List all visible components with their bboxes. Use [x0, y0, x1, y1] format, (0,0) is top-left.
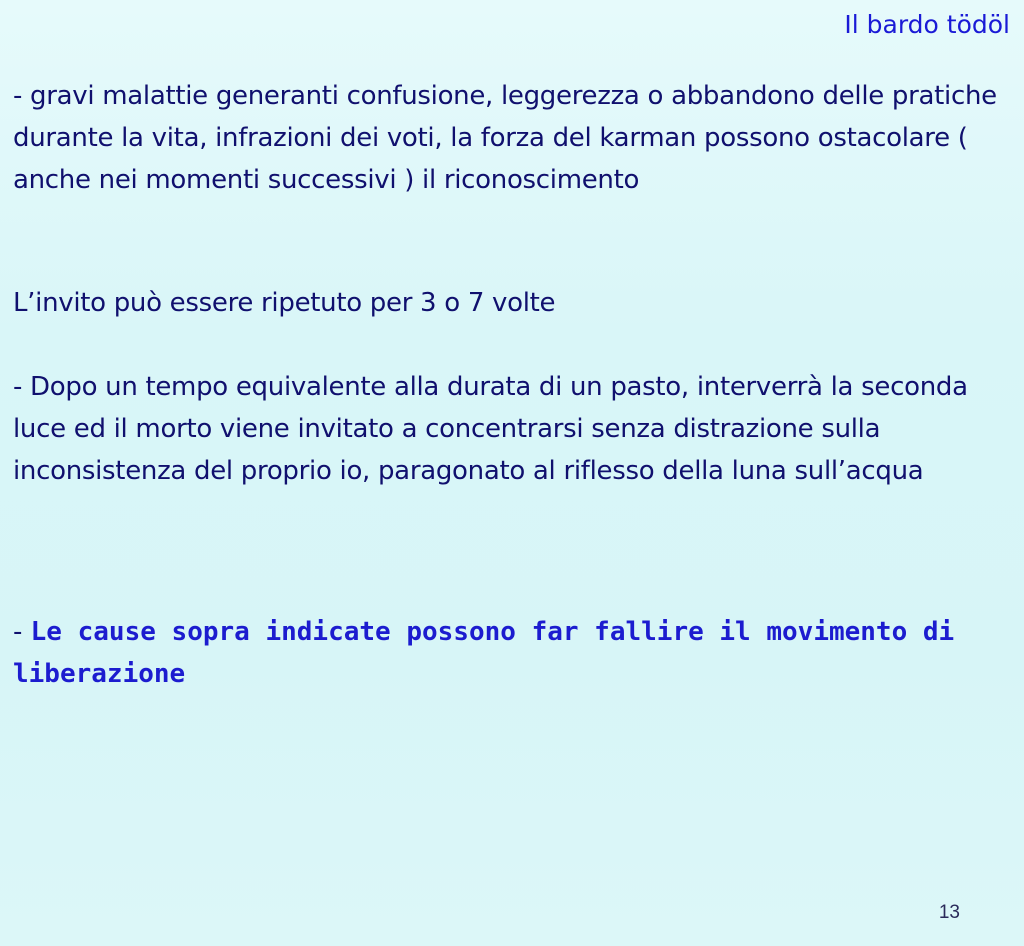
page-number: 13 — [938, 902, 960, 923]
emphasis-text: Le cause sopra indicate possono far fallire il movimento di liberazione — [13, 617, 955, 689]
paragraph-emphasis — [13, 611, 1013, 695]
paragraph-invitation-repeat: L’invito può essere ripetuto per 3 o 7 volte — [13, 288, 556, 318]
paragraph-obstacles: - gravi malattie generanti confusione, leggerezza o abbandono delle pratiche durante la vita, infrazioni dei voti, la forza del karman possono ostacolare ( anche nei momenti successivi ) il riconoscimento — [13, 81, 997, 195]
paragraph-second-light: - Dopo un tempo equivalente alla durata di un pasto, interverrà la seconda luce ed il morto viene invitato a concentrarsi senza distrazione sulla inconsistenza del proprio io, paragonato al riflesso della luna sull’acqua — [13, 372, 968, 486]
slide-title: Il bardo tödöl — [844, 10, 1010, 39]
emphasis-dash: - — [13, 617, 31, 647]
